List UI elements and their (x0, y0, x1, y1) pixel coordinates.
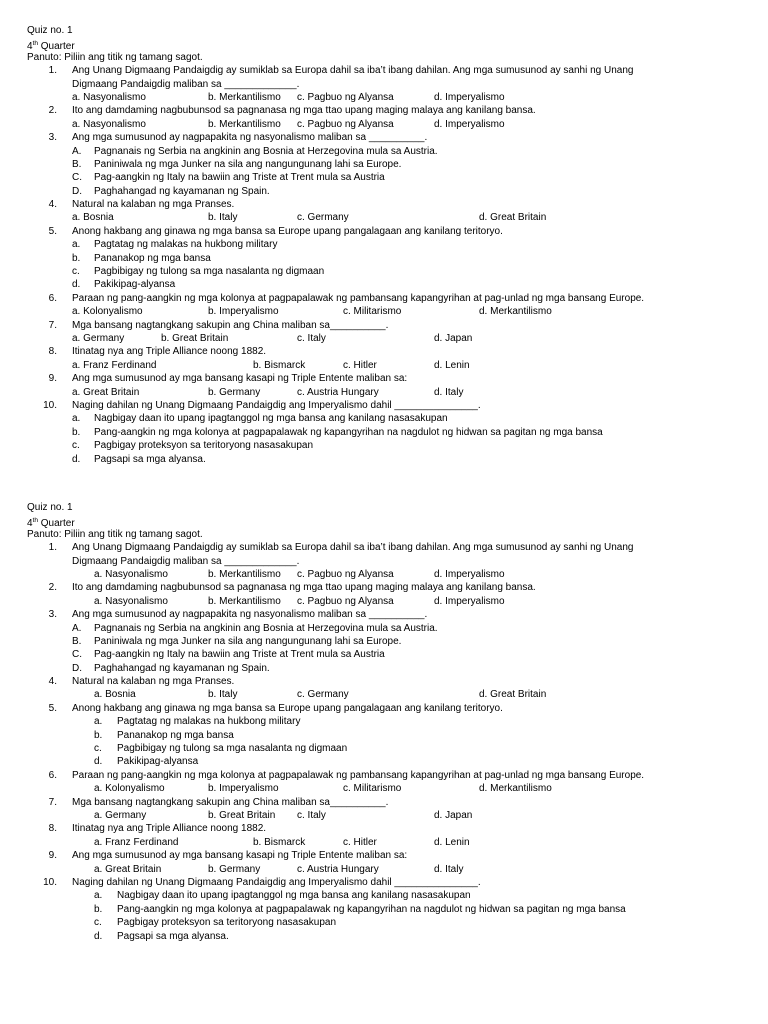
text: b. Great Britain (161, 332, 229, 344)
text: Pagbigay proteksyon sa teritoryong nasasakupan (94, 440, 314, 452)
text: C. (72, 172, 82, 184)
question-1-choices (27, 91, 747, 104)
text: 5. (48, 225, 57, 237)
question-8 (27, 822, 747, 835)
text: Ang Unang Digmaang Pandaigdig ay sumiklab sa Europa dahil sa iba’t ibang dahilan. Ang mga sumusunod ay sanhi ng Unang (72, 542, 634, 554)
question-9-choices (27, 863, 747, 876)
text: d. Japan (434, 809, 473, 821)
text: Digmaang Pandaigdig maliban sa _____________. (72, 78, 300, 90)
question-5-option (27, 278, 747, 291)
text: c. Militarismo (343, 783, 402, 795)
text: b. (94, 729, 103, 741)
text: Paraan ng pang-aangkin ng mga kolonya at pagpapalawak ng pambansang kapangyrihan at pag-unlad ng mga bansang Europe. (72, 292, 645, 304)
text: Ito ang damdaming nagbubunsod sa pagnanasa ng mga ttao upang maging malaya ang kanilang bansa. (72, 582, 536, 594)
text: Ang mga sumusunod ay nagpapakita ng nasyonalismo maliban sa __________. (72, 132, 428, 144)
text: c. Austria Hungary (297, 386, 379, 398)
text: d. (94, 756, 103, 768)
text: 4 (27, 518, 33, 530)
question-5 (27, 702, 747, 715)
text: Paniniwala ng mga Junker na sila ang nangungunang lahi sa Europe. (94, 158, 402, 170)
text: Paniniwala ng mga Junker na sila ang nangungunang lahi sa Europe. (94, 635, 402, 647)
text: 4 (27, 41, 33, 53)
text: d. Merkantilismo (479, 783, 552, 795)
text: d. (94, 930, 103, 942)
text: b. (94, 903, 103, 915)
quiz-title: Quiz no. 1 (27, 25, 73, 36)
text: Pang-aangkin ng mga kolonya at pagpapalawak ng kapangyrihan na nagdulot ng hidwan sa pagitan ng mga bansa (117, 903, 626, 915)
text: 8. (48, 823, 57, 835)
text: d. Lenin (434, 359, 470, 371)
text: Ang mga sumusunod ay nagpapakita ng nasyonalismo maliban sa __________. (72, 609, 428, 621)
question-5-option (27, 238, 747, 251)
question-6 (27, 769, 747, 782)
text: c. Germany (297, 212, 349, 224)
question-4-choices (27, 688, 747, 701)
text: D. (72, 185, 82, 197)
quarter-label (27, 514, 747, 530)
question-5-option (27, 742, 747, 755)
question-10-option (27, 916, 747, 929)
text: Ang Unang Digmaang Pandaigdig ay sumiklab sa Europa dahil sa iba’t ibang dahilan. Ang mga sumusunod ay sanhi ng Unang (72, 65, 634, 77)
question-8 (27, 345, 747, 358)
question-10-option (27, 439, 747, 452)
text: b. Merkantilismo (208, 568, 281, 580)
text: C. (72, 649, 82, 661)
text: Nagbigay daan ito upang ipagtanggol ng mga bansa ang kanilang nasasakupan (117, 890, 471, 902)
text: c. Pagbuo ng Alyansa (297, 595, 394, 607)
text: b. Merkantilismo (208, 595, 281, 607)
question-8-choices (27, 836, 747, 849)
text: Digmaang Pandaigdig maliban sa _____________. (72, 555, 300, 567)
text: Paghahangad ng kayamanan ng Spain. (94, 185, 270, 197)
text: a. Franz Ferdinand (94, 836, 179, 848)
text: Quarter (37, 41, 75, 53)
quarter-label (27, 37, 747, 53)
text: 7. (48, 319, 57, 331)
text: b. Imperyalismo (208, 306, 279, 318)
text: 4. (48, 199, 57, 211)
text: a. Franz Ferdinand (72, 359, 157, 371)
question-5-option (27, 715, 747, 728)
text: Paraan ng pang-aangkin ng mga kolonya at pagpapalawak ng pambansang kapangyrihan at pag-unlad ng mga bansang Europe. (72, 769, 645, 781)
text: 6. (48, 292, 57, 304)
text: Pagbibigay ng tulong sa mga nasalanta ng digmaan (94, 266, 325, 278)
text: c. Pagbuo ng Alyansa (297, 91, 394, 103)
text: Naging dahilan ng Unang Digmaang Pandaigdig ang Imperyalismo dahil _______________. (72, 399, 481, 411)
text: b. (72, 426, 81, 438)
text: Natural na kalaban ng mga Pranses. (72, 676, 235, 688)
question-10-option (27, 426, 747, 439)
text: c. (94, 917, 102, 929)
text: A. (72, 622, 82, 634)
text: Naging dahilan ng Unang Digmaang Pandaigdig ang Imperyalismo dahil _______________. (72, 876, 481, 888)
text: d. Japan (434, 332, 473, 344)
question-5-option (27, 252, 747, 265)
text: Pang-aangkin ng mga kolonya at pagpapalawak ng kapangyrihan na nagdulot ng hidwan sa pagitan ng mga bansa (94, 426, 603, 438)
question-10 (27, 876, 747, 889)
text: b. Germany (208, 386, 261, 398)
text: b. Italy (208, 689, 238, 701)
text: b. Merkantilismo (208, 118, 281, 130)
text: c. Italy (297, 332, 326, 344)
text: a. Nasyonalismo (94, 595, 168, 607)
text: 6. (48, 769, 57, 781)
text: c. Pagbuo ng Alyansa (297, 118, 394, 130)
text: 7. (48, 796, 57, 808)
question-2-choices (27, 118, 747, 131)
text: c. Hitler (343, 359, 377, 371)
text: Natural na kalaban ng mga Pranses. (72, 199, 235, 211)
question-10-option (27, 903, 747, 916)
question-9 (27, 372, 747, 385)
text: a. Kolonyalismo (72, 306, 143, 318)
text: 5. (48, 702, 57, 714)
text: 9. (48, 373, 57, 385)
question-6-choices (27, 305, 747, 318)
text: Anong hakbang ang ginawa ng mga bansa sa Europe upang pangalagaan ang kanilang teritoryo. (72, 225, 503, 237)
text: b. Italy (208, 212, 238, 224)
text: d. Imperyalismo (434, 91, 505, 103)
text: a. (94, 890, 103, 902)
text: Anong hakbang ang ginawa ng mga bansa sa Europe upang pangalagaan ang kanilang teritoryo. (72, 702, 503, 714)
text: d. Italy (434, 863, 464, 875)
question-5-option (27, 265, 747, 278)
text: Pag-aangkin ng Italy na bawiin ang Triste at Trent mula sa Austria (94, 172, 385, 184)
text: Quarter (37, 518, 75, 530)
text: c. Hitler (343, 836, 377, 848)
text: d. Imperyalismo (434, 568, 505, 580)
question-3-option (27, 662, 747, 675)
text: a. (94, 716, 103, 728)
text: a. Nasyonalismo (94, 568, 168, 580)
quiz-title: Quiz no. 1 (27, 502, 73, 513)
text: 1. (48, 65, 57, 77)
text: Pagsapi sa mga alyansa. (94, 453, 206, 465)
question-3 (27, 131, 747, 144)
text: b. Merkantilismo (208, 91, 281, 103)
text: a. Great Britain (72, 386, 140, 398)
question-4 (27, 198, 747, 211)
text: c. Militarismo (343, 306, 402, 318)
text: a. (72, 413, 81, 425)
question-4-choices (27, 211, 747, 224)
text: a. Germany (72, 332, 125, 344)
question-8-choices (27, 359, 747, 372)
text: Ang mga sumusunod ay mga bansang kasapi ng Triple Entente maliban sa: (72, 850, 408, 862)
text: a. Nasyonalismo (72, 118, 146, 130)
question-10-option (27, 889, 747, 902)
text: Pagnanais ng Serbia na angkinin ang Bosnia at Herzegovina mula sa Austria. (94, 622, 438, 634)
text: Pag-aangkin ng Italy na bawiin ang Triste at Trent mula sa Austria (94, 649, 385, 661)
text: c. Austria Hungary (297, 863, 379, 875)
question-6 (27, 292, 747, 305)
text: th (32, 517, 38, 525)
text: 2. (48, 105, 57, 117)
question-3-option (27, 622, 747, 635)
text: a. Bosnia (94, 689, 136, 701)
question-3-option (27, 145, 747, 158)
text: d. Great Britain (479, 689, 547, 701)
text: 4. (48, 676, 57, 688)
text: A. (72, 145, 82, 157)
text: c. (72, 266, 80, 278)
text: a. Kolonyalismo (94, 783, 165, 795)
question-3-option (27, 185, 747, 198)
question-1 (27, 64, 747, 77)
question-9-choices (27, 386, 747, 399)
text: a. Nasyonalismo (72, 91, 146, 103)
question-10 (27, 399, 747, 412)
question-7-choices (27, 332, 747, 345)
text: Pagbigay proteksyon sa teritoryong nasasakupan (117, 917, 337, 929)
text: Ang mga sumusunod ay mga bansang kasapi ng Triple Entente maliban sa: (72, 373, 408, 385)
question-7 (27, 319, 747, 332)
quiz-copy-1 (27, 24, 747, 466)
text: c. Pagbuo ng Alyansa (297, 568, 394, 580)
question-5 (27, 225, 747, 238)
text: 9. (48, 850, 57, 862)
question-10-option (27, 930, 747, 943)
text: b. Germany (208, 863, 261, 875)
text: b. Imperyalismo (208, 783, 279, 795)
text: b. Bismarck (253, 836, 306, 848)
text: b. (72, 252, 81, 264)
text: Pagsapi sa mga alyansa. (117, 930, 229, 942)
text: 10. (43, 876, 57, 888)
text: 8. (48, 346, 57, 358)
question-2 (27, 104, 747, 117)
text: b. Great Britain (208, 809, 276, 821)
text: d. Merkantilismo (479, 306, 552, 318)
question-3-option (27, 158, 747, 171)
question-3-option (27, 648, 747, 661)
text: Pagnanais ng Serbia na angkinin ang Bosnia at Herzegovina mula sa Austria. (94, 145, 438, 157)
text: Itinatag nya ang Triple Alliance noong 1882. (72, 346, 267, 358)
text: 3. (48, 132, 57, 144)
text: d. Great Britain (479, 212, 547, 224)
text: D. (72, 662, 82, 674)
text: d. Imperyalismo (434, 595, 505, 607)
text: Nagbigay daan ito upang ipagtanggol ng mga bansa ang kanilang nasasakupan (94, 413, 448, 425)
text: a. Great Britain (94, 863, 162, 875)
question-5-option (27, 729, 747, 742)
text: Pagtatag ng malakas na hukbong military (117, 716, 301, 728)
question-2-choices (27, 595, 747, 608)
text: c. Italy (297, 809, 326, 821)
text: Mga bansang nagtangkang sakupin ang China maliban sa__________. (72, 796, 389, 808)
text: Pananakop ng mga bansa (94, 252, 211, 264)
question-7-choices (27, 809, 747, 822)
question-1-choices (27, 568, 747, 581)
text: d. Imperyalismo (434, 118, 505, 130)
text: c. Germany (297, 689, 349, 701)
question-7 (27, 796, 747, 809)
text: a. Germany (94, 809, 147, 821)
text: Itinatag nya ang Triple Alliance noong 1882. (72, 823, 267, 835)
text: B. (72, 635, 82, 647)
instruction: Panuto: Piliin ang titik ng tamang sagot. (27, 51, 203, 63)
text: th (32, 40, 38, 48)
question-10-option (27, 453, 747, 466)
text: a. Bosnia (72, 212, 114, 224)
question-3 (27, 608, 747, 621)
question-4 (27, 675, 747, 688)
text: d. Lenin (434, 836, 470, 848)
text: Paghahangad ng kayamanan ng Spain. (94, 662, 270, 674)
text: Pagtatag ng malakas na hukbong military (94, 239, 278, 251)
text: a. (72, 239, 81, 251)
text: d. Italy (434, 386, 464, 398)
text: Mga bansang nagtangkang sakupin ang China maliban sa__________. (72, 319, 389, 331)
question-9 (27, 849, 747, 862)
text: c. (72, 440, 80, 452)
question-2 (27, 581, 747, 594)
text: 3. (48, 609, 57, 621)
question-5-option (27, 755, 747, 768)
question-3-option (27, 171, 747, 184)
text: Pakikipag-alyansa (117, 756, 199, 768)
question-1 (27, 541, 747, 554)
text: B. (72, 158, 82, 170)
text: Pakikipag-alyansa (94, 279, 176, 291)
text: c. (94, 743, 102, 755)
question-10-option (27, 412, 747, 425)
question-6-choices (27, 782, 747, 795)
text: d. (72, 453, 81, 465)
text: b. Bismarck (253, 359, 306, 371)
text: Pagbibigay ng tulong sa mga nasalanta ng digmaan (117, 743, 348, 755)
text: d. (72, 279, 81, 291)
text: Pananakop ng mga bansa (117, 729, 234, 741)
text: 1. (48, 542, 57, 554)
instruction: Panuto: Piliin ang titik ng tamang sagot. (27, 528, 203, 540)
text: Ito ang damdaming nagbubunsod sa pagnanasa ng mga ttao upang maging malaya ang kanilang bansa. (72, 105, 536, 117)
text: 10. (43, 399, 57, 411)
question-3-option (27, 635, 747, 648)
quiz-copy-2 (27, 501, 747, 943)
text: 2. (48, 582, 57, 594)
